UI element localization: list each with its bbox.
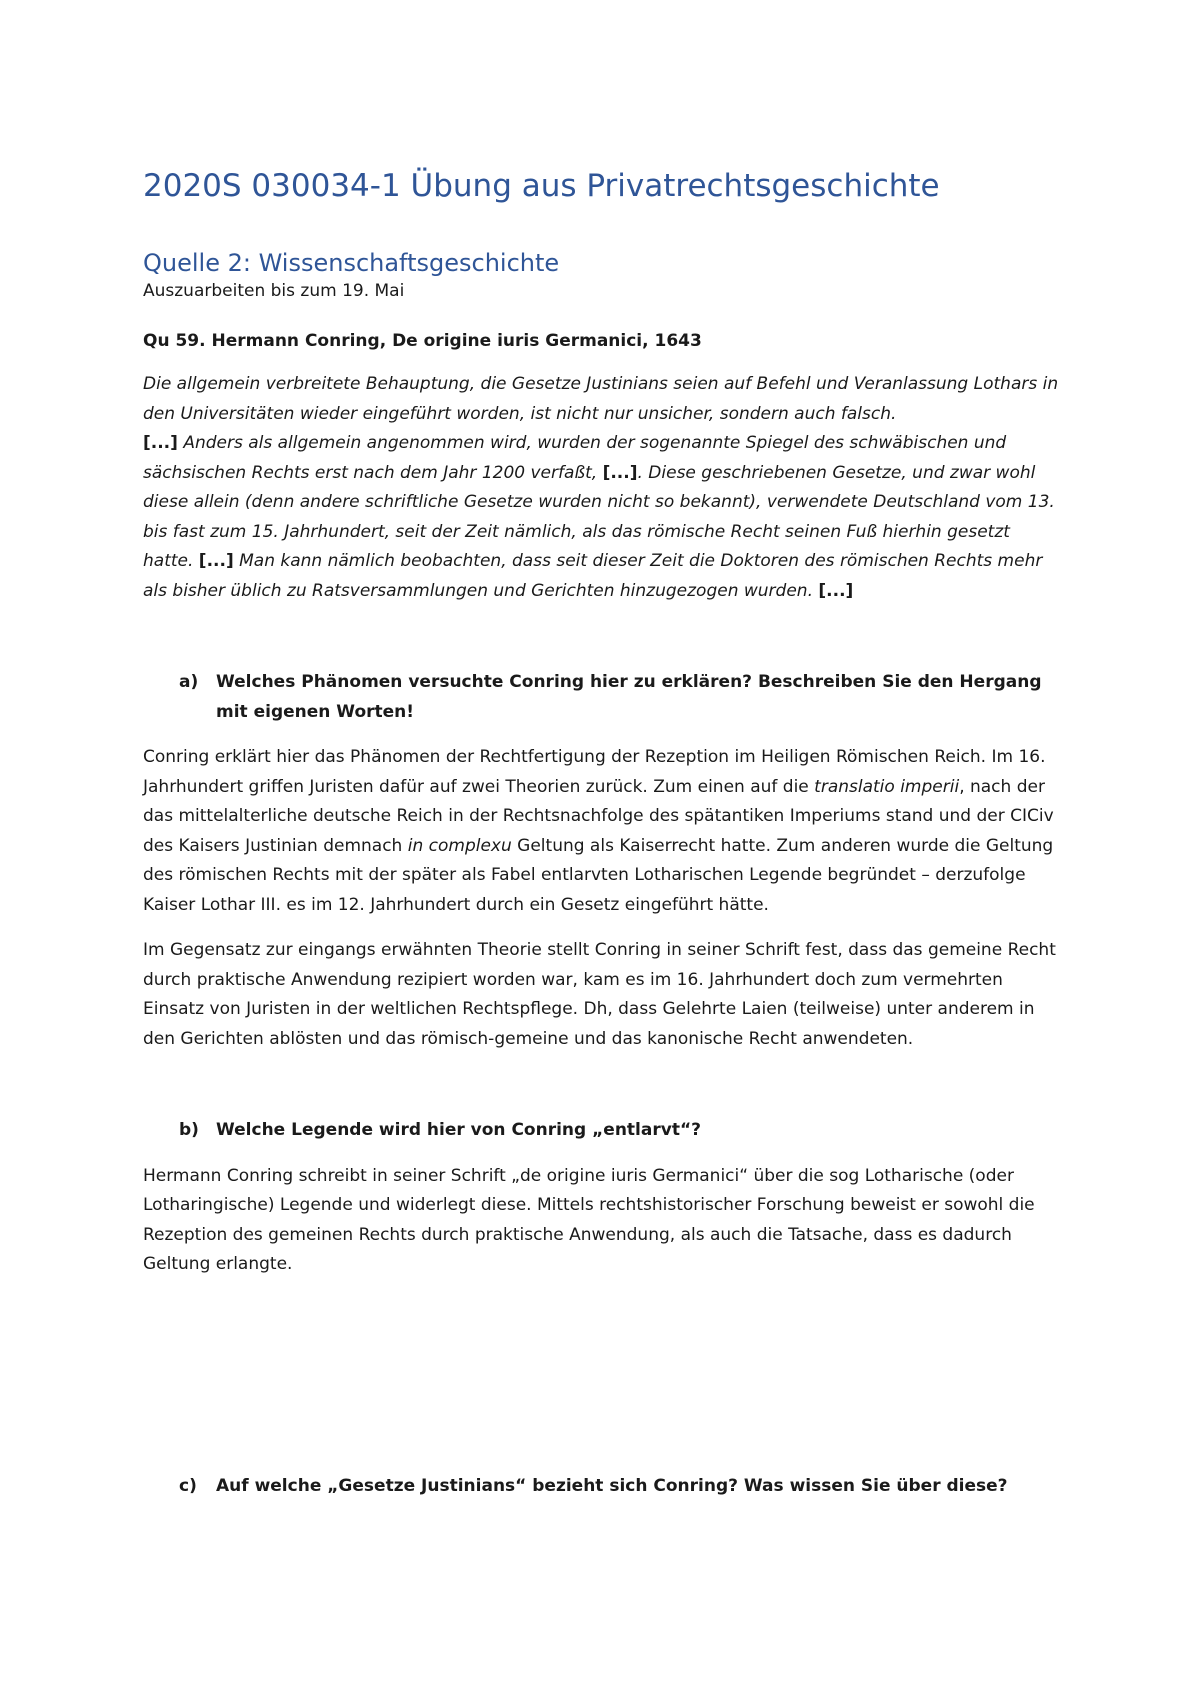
answer-italic-term: translatio imperii xyxy=(814,776,960,797)
question-number: b) xyxy=(179,1120,199,1140)
source-quote xyxy=(143,370,1060,606)
quote-text: Anders als allgemein angenommen wird, wurden der sogenannte Spiegel des schwäbischen und sächsischen Rechts erst nach dem Jahr 1200 verfaßt, xyxy=(143,433,1007,483)
quote-ellipsis: [...] xyxy=(818,580,854,601)
source-heading: Qu 59. Hermann Conring, De origine iuris Germanici, 1643 xyxy=(143,331,702,351)
answer-text: , nach der das mittelalterliche deutsche Reich in der Rechtsnachfolge des spätantiken Imperiums stand und der CICiv des Kaisers Justinian demnach xyxy=(143,776,1054,856)
quote-ellipsis: [...] xyxy=(198,551,234,571)
question-b xyxy=(143,1116,1060,1146)
answer-b-paragraph-1: Hermann Conring schreibt in seiner Schrift „de origine iuris Germanici“ über die sog Lotharische (oder Lotharingische) Legende und widerlegt diese. Mittels rechtshistorischer Forschung beweist er sowohl die Rezeption des gemeinen Rechts durch praktische Anwendung, als auch die Tatsache, dass es dadurch Geltung erlangte. xyxy=(143,1165,1035,1274)
answer-text: Geltung als Kaiserrecht hatte. Zum anderen wurde die Geltung des römischen Rechts mit der später als Fabel entlarvten Lotharischen Legende begründet – derzufolge Kaiser Lothar III. es im 12. Jahrhundert durch ein Gesetz eingeführt hätte. xyxy=(143,835,1054,915)
quote-text: Die allgemein verbreitete Behauptung, die Gesetze Justinians seien auf Befehl und Veranlassung Lothars in den Universitäten wieder eingeführt worden, ist nicht nur unsicher, sondern auch falsch. xyxy=(143,374,1059,424)
question-c xyxy=(143,1472,1060,1502)
section-title: Quelle 2: Wissenschaftsgeschichte xyxy=(143,249,560,277)
question-text: Welches Phänomen versuchte Conring hier zu erklären? Beschreiben Sie den Hergang mit eigenen Worten! xyxy=(216,672,1042,722)
quote-ellipsis: [...] xyxy=(143,433,178,453)
deadline-text: Auszuarbeiten bis zum 19. Mai xyxy=(143,281,405,301)
answer-text: Conring erklärt hier das Phänomen der Rechtfertigung der Rezeption im Heiligen Römischen Reich. Im 16. Jahrhundert griffen Juristen dafür auf zwei Theorien zurück. Zum einen auf die xyxy=(143,747,1046,797)
document-title: 2020S 030034-1 Übung aus Privatrechtsgeschichte xyxy=(143,168,940,204)
quote-ellipsis: [...] xyxy=(602,462,638,483)
answer-a-paragraph-1 xyxy=(143,743,1060,920)
answer-a-paragraph-2: Im Gegensatz zur eingangs erwähnten Theorie stellt Conring in seiner Schrift fest, dass das gemeine Recht durch praktische Anwendung rezipiert worden war, kam es im 16. Jahrhundert doch zum vermehrten Einsatz von Juristen in der weltlichen Rechtspflege. Dh, dass Gelehrte Laien (teilweise) unter anderem in den Gerichten ablösten und das römisch-gemeine und das kanonische Recht anwendeten. xyxy=(143,940,1056,1049)
question-text: Auf welche „Gesetze Justinians“ bezieht sich Conring? Was wissen Sie über diese? xyxy=(216,1475,1008,1496)
quote-text: Man kann nämlich beobachten, dass seit dieser Zeit die Doktoren des römischen Rechts mehr als bisher üblich zu Ratsversammlungen und Gerichten hinzugezogen wurden. xyxy=(143,551,1043,601)
question-number: c) xyxy=(179,1475,197,1496)
question-a xyxy=(143,668,1060,727)
question-text: Welche Legende wird hier von Conring „entlarvt“? xyxy=(216,1120,701,1140)
question-number: a) xyxy=(179,672,199,692)
answer-italic-term: in complexu xyxy=(407,835,512,856)
quote-text: . Diese geschriebenen Gesetze, und zwar wohl diese allein (denn andere schriftliche Gesetze wurden nicht so bekannt), verwendete Deutschland vom 13. bis fast zum 15. Jahrhundert, seit der Zeit nämlich, als das römische Recht seinen Fuß hierhin gesetzt hatte. xyxy=(143,462,1055,571)
